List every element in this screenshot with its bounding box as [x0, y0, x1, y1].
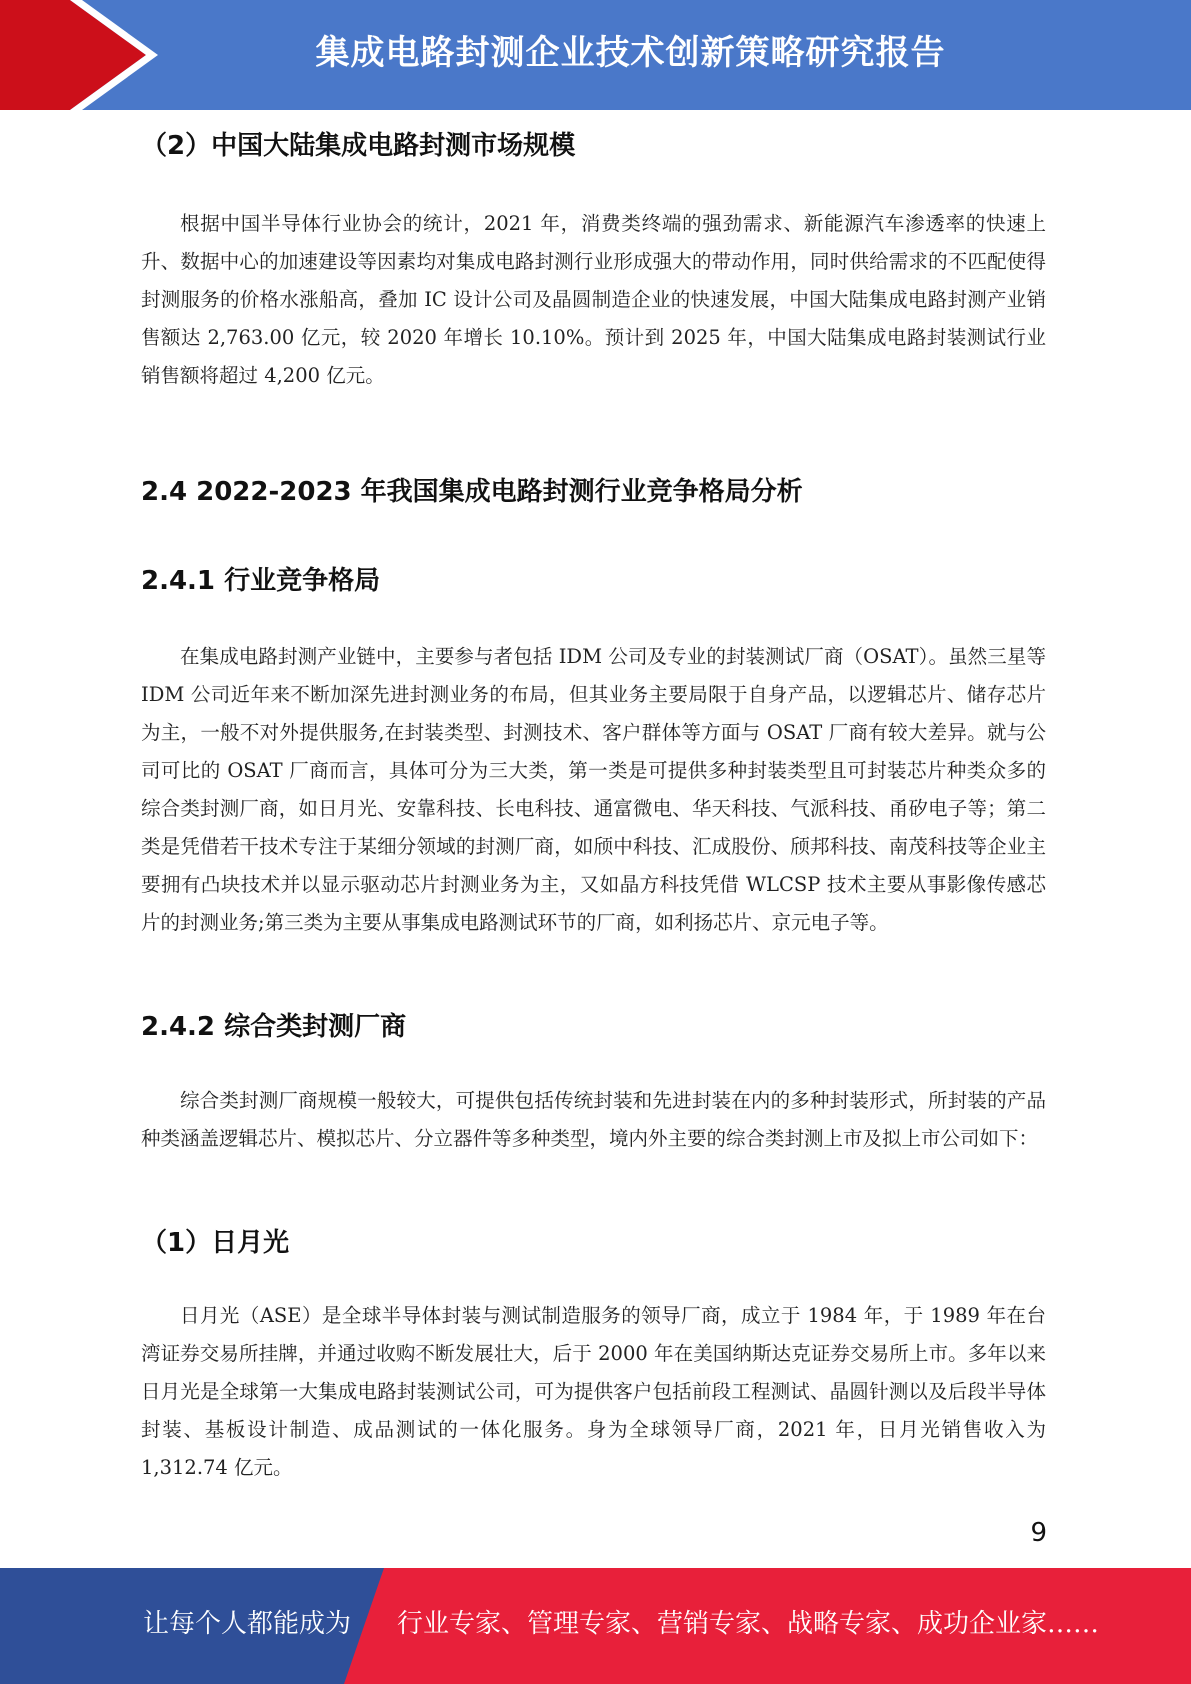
section-2-4-1	[141, 563, 1046, 599]
heading-2-4: 2.4 2022-2023 年我国集成电路封测行业竞争格局分析	[141, 477, 803, 507]
report-title: 集成电路封测企业技术创新策略研究报告	[315, 33, 946, 73]
subheading-market-scale: （2）中国大陆集成电路封测市场规模	[141, 131, 576, 161]
ase-body	[141, 1297, 1046, 1487]
paragraph-integrated-osat: 综合类封测厂商规模一般较大，可提供包括传统封装和先进封装在内的多种封装形式，所封装的产品种类涵盖逻辑芯片、模拟芯片、分立器件等多种类型，境内外主要的综合类封测上市及拟上市公司如下：	[141, 1089, 1046, 1150]
page-number: 9	[1030, 1518, 1047, 1548]
competition-body	[141, 638, 1046, 942]
heading-2-4-2: 2.4.2 综合类封测厂商	[141, 1012, 407, 1042]
heading-2-4-1: 2.4.1 行业竞争格局	[141, 566, 381, 596]
page-header	[0, 0, 1191, 110]
paragraph-competition: 在集成电路封测产业链中，主要参与者包括 IDM 公司及专业的封装测试厂商（OSAT）。虽然三星等 IDM 公司近年来不断加深先进封测业务的布局，但其业务主要局限于自身产品，以逻辑芯片、储存芯片为主，一般不对外提供服务,在封装类型、封测技术、客户群体等方面与 OSAT 厂商有较大差异。就与公司可比的 OSAT 厂商而言，具体可分为三大类，第一类是可提供多种封装类型且可封装芯片种类众多的综合类封测厂商，如日月光、安靠科技、长电科技、通富微电、华天科技、气派科技、甬矽电子等；第二类是凭借若干技术专注于某细分领域的封测厂商，如颀中科技、汇成股份、颀邦科技、南茂科技等企业主要拥有凸块技术并以显示驱动芯片封测业务为主，又如晶方科技凭借 WLCSP 技术主要从事影像传感芯片的封测业务;第三类为主要从事集成电路测试环节的厂商，如利扬芯片、京元电子等。	[141, 645, 1046, 934]
section-2-4-2	[141, 1009, 1046, 1045]
paragraph-market-scale: 根据中国半导体行业协会的统计，2021 年，消费类终端的强劲需求、新能源汽车渗透率的快速上升、数据中心的加速建设等因素均对集成电路封测行业形成强大的带动作用，同时供给需求的不匹配使得封测服务的价格水涨船高，叠加 IC 设计公司及晶圆制造企业的快速发展，中国大陆集成电路封测产业销售额达 2,763.00 亿元，较 2020 年增长 10.10%。预计到 2025 年，中国大陆集成电路封装测试行业销售额将超过 4,200 亿元。	[141, 212, 1046, 387]
footer-slogan-left: 让每个人都能成为	[143, 1609, 352, 1639]
subheading-ase: （1）日月光	[141, 1228, 290, 1258]
section-ase	[141, 1225, 1046, 1261]
section-market-scale	[141, 128, 1046, 164]
page-footer	[0, 1568, 1191, 1684]
paragraph-ase: 日月光（ASE）是全球半导体封装与测试制造服务的领导厂商，成立于 1984 年，于 1989 年在台湾证券交易所挂牌，并通过收购不断发展壮大，后于 2000 年在美国纳斯达克证券交易所上市。多年以来日月光是全球第一大集成电路封装测试公司，可为提供客户包括前段工程测试、晶圆针测以及后段半导体封装、基板设计制造、成品测试的一体化服务。身为全球领导厂商，2021 年，日月光销售收入为 1,312.74 亿元。	[141, 1304, 1046, 1479]
footer-slogan-right: 行业专家、管理专家、营销专家、战略专家、成功企业家……	[397, 1609, 1100, 1639]
market-scale-body	[141, 205, 1046, 395]
integrated-osat-body	[141, 1082, 1046, 1158]
section-2-4	[141, 474, 1046, 510]
